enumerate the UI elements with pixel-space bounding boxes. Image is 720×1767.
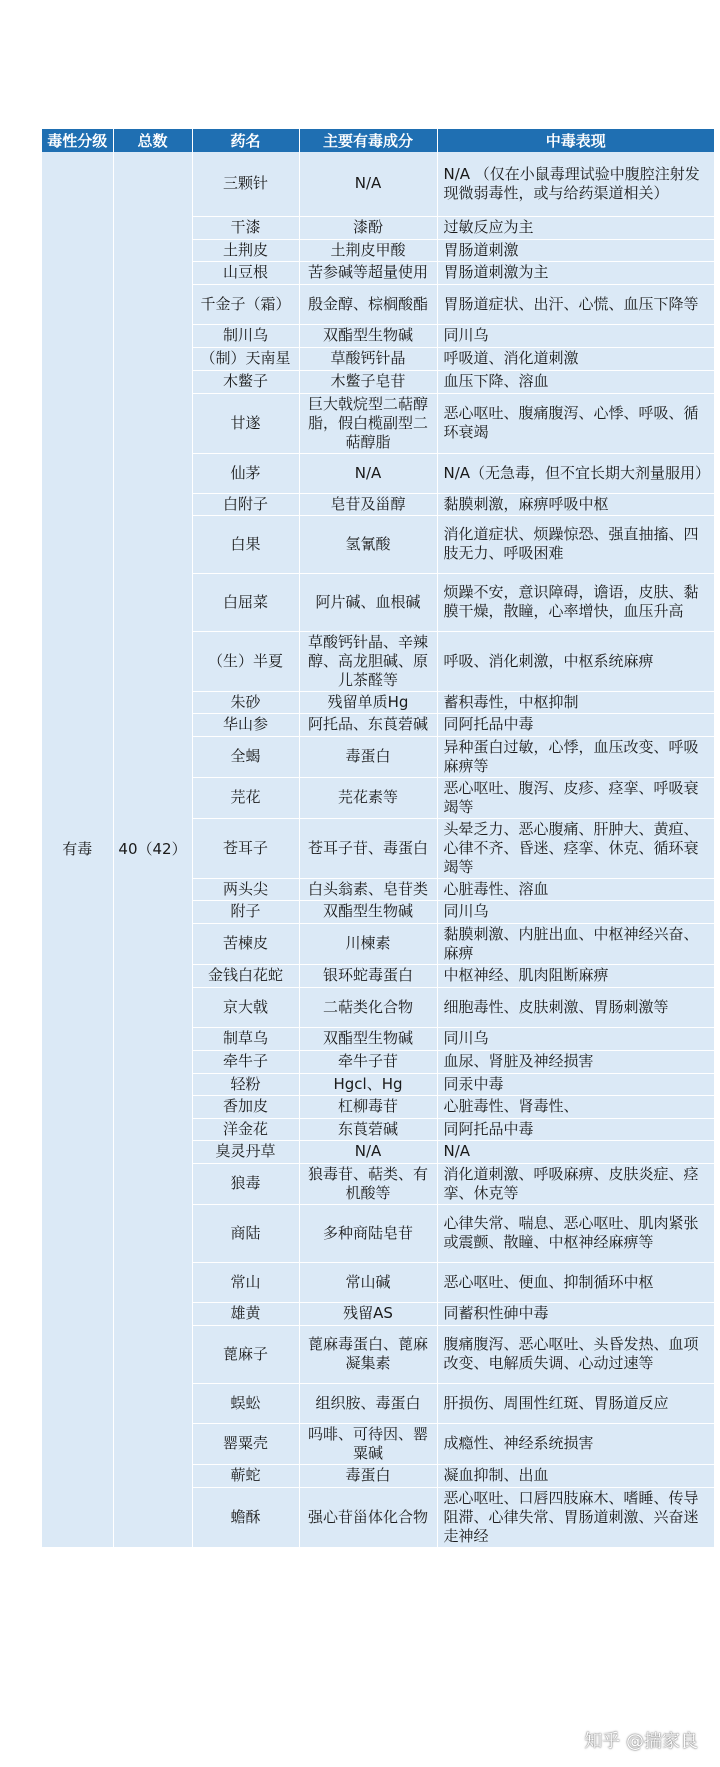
drug-name-cell: 芫花 [192, 777, 299, 818]
toxic-component-cell: 阿托品、东莨菪碱 [299, 713, 437, 736]
symptom-cell: 恶心呕吐、便血、抑制循环中枢 [437, 1262, 714, 1302]
symptom-cell: 胃肠道刺激为主 [437, 261, 714, 284]
drug-name-cell: （生）半夏 [192, 631, 299, 691]
toxic-component-cell: 银环蛇毒蛋白 [299, 964, 437, 987]
toxic-component-cell: 草酸钙针晶、辛辣醇、高龙胆碱、原儿茶醛等 [299, 631, 437, 691]
symptom-cell: 黏膜刺激，麻痹呼吸中枢 [437, 493, 714, 515]
symptom-cell: 同汞中毒 [437, 1073, 714, 1095]
toxic-component-cell: N/A [299, 1140, 437, 1163]
drug-name-cell: 商陆 [192, 1204, 299, 1262]
symptom-cell: 呼吸道、消化道刺激 [437, 347, 714, 370]
symptom-cell: 同阿托品中毒 [437, 713, 714, 736]
toxic-component-cell: 二萜类化合物 [299, 987, 437, 1027]
column-header: 主要有毒成分 [299, 129, 437, 152]
table-row [42, 152, 714, 216]
toxic-component-cell: 皂苷及甾醇 [299, 493, 437, 515]
table-header-row [42, 129, 714, 152]
drug-name-cell: 两头尖 [192, 878, 299, 900]
symptom-cell: 腹痛腹泻、恶心呕吐、头昏发热、血项改变、电解质失调、心动过速等 [437, 1325, 714, 1383]
drug-name-cell: 朱砂 [192, 691, 299, 713]
toxic-component-cell: 毒蛋白 [299, 736, 437, 777]
toxic-component-cell: 苍耳子苷、毒蛋白 [299, 818, 437, 878]
toxic-component-cell: 强心苷甾体化合物 [299, 1487, 437, 1547]
symptom-cell: 肝损伤、周围性红斑、胃肠道反应 [437, 1383, 714, 1423]
drug-name-cell: 常山 [192, 1262, 299, 1302]
drug-name-cell: 蕲蛇 [192, 1464, 299, 1487]
symptom-cell: 消化道症状、烦躁惊恐、强直抽搐、四肢无力、呼吸困难 [437, 515, 714, 573]
drug-name-cell: 轻粉 [192, 1073, 299, 1095]
symptom-cell: 中枢神经、肌肉阻断麻痹 [437, 964, 714, 987]
drug-name-cell: 蓖麻子 [192, 1325, 299, 1383]
toxicity-level-cell: 有毒 [42, 152, 113, 1547]
column-header: 中毒表现 [437, 129, 714, 152]
column-header: 总数 [113, 129, 192, 152]
toxic-component-cell: 常山碱 [299, 1262, 437, 1302]
symptom-cell: 蓄积毒性，中枢抑制 [437, 691, 714, 713]
drug-name-cell: 蟾酥 [192, 1487, 299, 1547]
drug-name-cell: 苍耳子 [192, 818, 299, 878]
toxic-component-cell: 蓖麻毒蛋白、蓖麻凝集素 [299, 1325, 437, 1383]
drug-name-cell: 蜈蚣 [192, 1383, 299, 1423]
drug-name-cell: 华山参 [192, 713, 299, 736]
symptom-cell: 胃肠道刺激 [437, 239, 714, 261]
toxic-component-cell: 巨大戟烷型二萜醇脂，假白榄副型二萜醇脂 [299, 393, 437, 453]
drug-name-cell: 洋金花 [192, 1118, 299, 1140]
toxic-component-cell: 残留AS [299, 1302, 437, 1325]
column-header: 毒性分级 [42, 129, 113, 152]
drug-name-cell: 京大戟 [192, 987, 299, 1027]
toxicity-table [42, 129, 714, 1548]
toxic-component-cell: 多种商陆皂苷 [299, 1204, 437, 1262]
drug-name-cell: （制）天南星 [192, 347, 299, 370]
drug-name-cell: 白附子 [192, 493, 299, 515]
toxic-component-cell: 白头翁素、皂苷类 [299, 878, 437, 900]
symptom-cell: 细胞毒性、皮肤刺激、胃肠刺激等 [437, 987, 714, 1027]
symptom-cell: 同阿托品中毒 [437, 1118, 714, 1140]
toxic-component-cell: Hgcl、Hg [299, 1073, 437, 1095]
symptom-cell: 头晕乏力、恶心腹痛、肝肿大、黄疸、心律不齐、昏迷、痉挛、休克、循环衰竭等 [437, 818, 714, 878]
toxic-component-cell: 土荆皮甲酸 [299, 239, 437, 261]
drug-name-cell: 山豆根 [192, 261, 299, 284]
symptom-cell: 凝血抑制、出血 [437, 1464, 714, 1487]
symptom-cell: 恶心呕吐、腹泻、皮疹、痉挛、呼吸衰竭等 [437, 777, 714, 818]
toxic-component-cell: 牵牛子苷 [299, 1050, 437, 1073]
symptom-cell: 异种蛋白过敏，心悸，血压改变、呼吸麻痹等 [437, 736, 714, 777]
toxic-component-cell: 双酯型生物碱 [299, 1027, 437, 1050]
symptom-cell: 同川乌 [437, 900, 714, 923]
drug-name-cell: 千金子（霜） [192, 284, 299, 324]
symptom-cell: N/A （仅在小鼠毒理试验中腹腔注射发现微弱毒性，或与给药渠道相关） [437, 152, 714, 216]
drug-name-cell: 甘遂 [192, 393, 299, 453]
symptom-cell: 同蓄积性砷中毒 [437, 1302, 714, 1325]
symptom-cell: 成瘾性、神经系统损害 [437, 1423, 714, 1464]
toxic-component-cell: 殷金醇、棕榈酸酯 [299, 284, 437, 324]
symptom-cell: 烦躁不安，意识障碍，谵语，皮肤、黏膜干燥，散瞳，心率增快，血压升高 [437, 573, 714, 631]
symptom-cell: 胃肠道症状、出汗、心慌、血压下降等 [437, 284, 714, 324]
drug-name-cell: 白屈菜 [192, 573, 299, 631]
drug-name-cell: 雄黄 [192, 1302, 299, 1325]
toxic-component-cell: 芫花素等 [299, 777, 437, 818]
symptom-cell: 同川乌 [437, 324, 714, 347]
toxic-component-cell: 组织胺、毒蛋白 [299, 1383, 437, 1423]
toxic-component-cell: 氢氰酸 [299, 515, 437, 573]
symptom-cell: N/A [437, 1140, 714, 1163]
symptom-cell: 血压下降、溶血 [437, 370, 714, 393]
toxic-component-cell: 毒蛋白 [299, 1464, 437, 1487]
drug-name-cell: 制草乌 [192, 1027, 299, 1050]
table-body [42, 152, 714, 1547]
column-header: 药名 [192, 129, 299, 152]
toxic-component-cell: 狼毒苷、萜类、有机酸等 [299, 1163, 437, 1204]
drug-name-cell: 白果 [192, 515, 299, 573]
drug-name-cell: 仙茅 [192, 453, 299, 493]
drug-name-cell: 干漆 [192, 216, 299, 239]
drug-name-cell: 木鳖子 [192, 370, 299, 393]
toxic-component-cell: 东莨菪碱 [299, 1118, 437, 1140]
drug-name-cell: 苦楝皮 [192, 923, 299, 964]
symptom-cell: 恶心呕吐、口唇四肢麻木、嗜睡、传导阻滞、心律失常、胃肠道刺激、兴奋迷走神经 [437, 1487, 714, 1547]
watermark-text: 知乎 @揣家良 [584, 1731, 698, 1752]
toxic-component-cell: 草酸钙针晶 [299, 347, 437, 370]
drug-name-cell: 土荆皮 [192, 239, 299, 261]
symptom-cell: N/A（无急毒，但不宜长期大剂量服用） [437, 453, 714, 493]
toxic-component-cell: N/A [299, 152, 437, 216]
drug-name-cell: 狼毒 [192, 1163, 299, 1204]
symptom-cell: 恶心呕吐、腹痛腹泻、心悸、呼吸、循环衰竭 [437, 393, 714, 453]
toxic-component-cell: N/A [299, 453, 437, 493]
toxic-component-cell: 阿片碱、血根碱 [299, 573, 437, 631]
drug-name-cell: 罂粟壳 [192, 1423, 299, 1464]
symptom-cell: 心脏毒性、肾毒性、 [437, 1095, 714, 1118]
drug-name-cell: 三颗针 [192, 152, 299, 216]
drug-name-cell: 金钱白花蛇 [192, 964, 299, 987]
toxic-component-cell: 残留单质Hg [299, 691, 437, 713]
drug-name-cell: 附子 [192, 900, 299, 923]
symptom-cell: 心脏毒性、溶血 [437, 878, 714, 900]
drug-name-cell: 制川乌 [192, 324, 299, 347]
symptom-cell: 血尿、肾脏及神经损害 [437, 1050, 714, 1073]
symptom-cell: 同川乌 [437, 1027, 714, 1050]
toxic-component-cell: 吗啡、可待因、罂粟碱 [299, 1423, 437, 1464]
toxic-component-cell: 漆酚 [299, 216, 437, 239]
toxic-component-cell: 双酯型生物碱 [299, 324, 437, 347]
symptom-cell: 心律失常、喘息、恶心呕吐、肌肉紧张或震颤、散瞳、中枢神经麻痹等 [437, 1204, 714, 1262]
drug-name-cell: 香加皮 [192, 1095, 299, 1118]
toxic-component-cell: 杠柳毒苷 [299, 1095, 437, 1118]
total-count-cell: 40（42） [113, 152, 192, 1547]
toxic-component-cell: 川楝素 [299, 923, 437, 964]
drug-name-cell: 全蝎 [192, 736, 299, 777]
drug-name-cell: 臭灵丹草 [192, 1140, 299, 1163]
toxic-component-cell: 苦参碱等超量使用 [299, 261, 437, 284]
toxic-component-cell: 双酯型生物碱 [299, 900, 437, 923]
drug-name-cell: 牵牛子 [192, 1050, 299, 1073]
symptom-cell: 消化道刺激、呼吸麻痹、皮肤炎症、痉挛、休克等 [437, 1163, 714, 1204]
symptom-cell: 呼吸、消化刺激，中枢系统麻痹 [437, 631, 714, 691]
symptom-cell: 黏膜刺激、内脏出血、中枢神经兴奋、麻痹 [437, 923, 714, 964]
toxic-component-cell: 木鳖子皂苷 [299, 370, 437, 393]
symptom-cell: 过敏反应为主 [437, 216, 714, 239]
